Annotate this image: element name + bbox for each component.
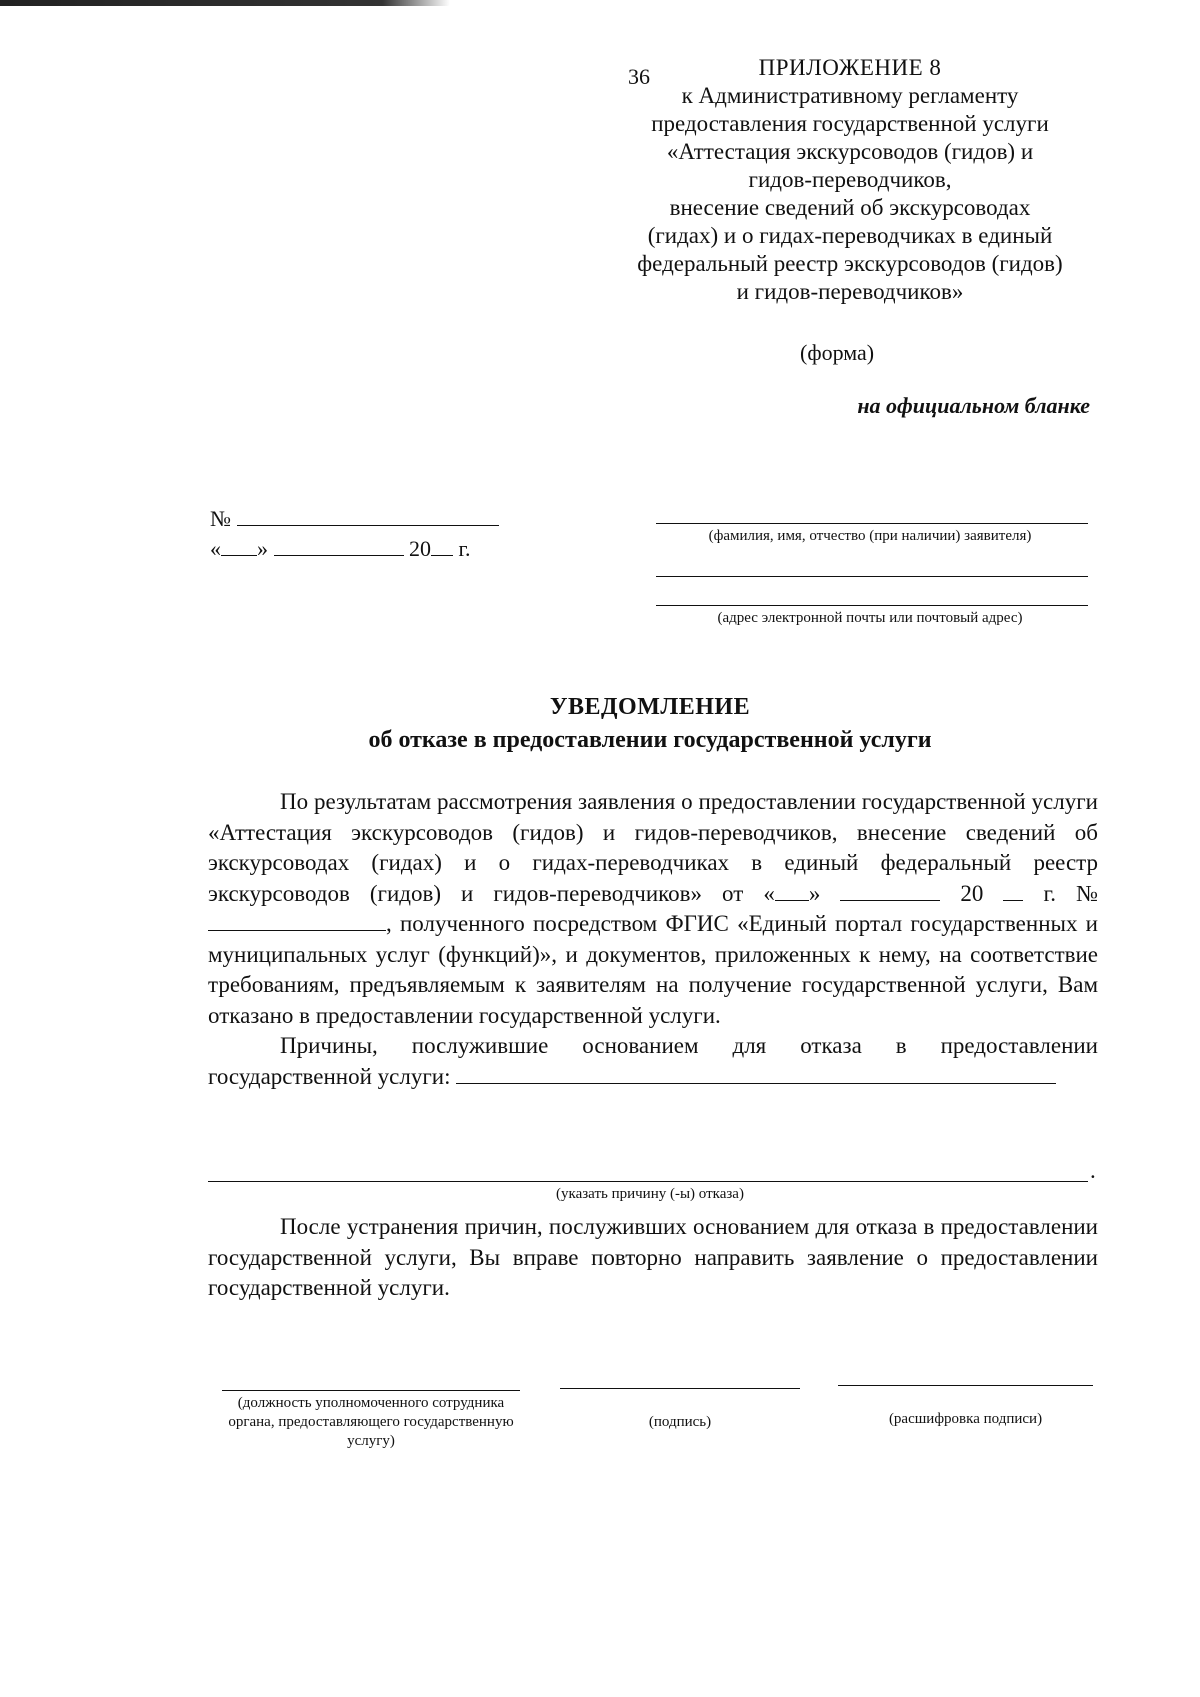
notice-paragraph-3 bbox=[208, 1212, 1098, 1304]
paragraph-text: По результатам рассмотрения заявления о предоставлении государственной услуги «Аттестация экскурсоводов (гидов) и гидов-переводчиков, внесение сведений об экскурсоводах (гидах) и о гидах-переводчиках в единый федеральный реестр экскурсоводов (гидов) и гидов-переводчиков» от « bbox=[208, 789, 1098, 906]
appendix-line: федеральный реестр экскурсоводов (гидов) bbox=[637, 251, 1063, 276]
decoding-caption: (расшифровка подписи) bbox=[888, 1411, 1043, 1427]
number-sign: № bbox=[210, 506, 231, 531]
appendix-title: ПРИЛОЖЕНИЕ 8 bbox=[758, 55, 942, 80]
appendix-line: «Аттестация экскурсоводов (гидов) и bbox=[666, 139, 1034, 164]
month-field[interactable] bbox=[274, 537, 404, 556]
registration-number bbox=[210, 506, 510, 534]
number-label: г. № bbox=[1043, 880, 1099, 906]
applicant-name-line[interactable] bbox=[656, 523, 1088, 524]
appendix-line: предоставления государственной услуги bbox=[651, 111, 1049, 136]
open-quote: « bbox=[210, 536, 221, 561]
letterhead-note: на официальном бланке bbox=[857, 393, 1090, 418]
registration-date bbox=[210, 536, 530, 566]
applicant-address-caption: (адрес электронной почты или почтовый адрес) bbox=[717, 610, 1023, 626]
year-prefix: 20 bbox=[409, 536, 431, 561]
day-field[interactable] bbox=[221, 537, 257, 556]
applicant-extra-line[interactable] bbox=[656, 576, 1088, 577]
appendix-header bbox=[610, 54, 1090, 306]
appendix-line: гидов-переводчиков, bbox=[748, 167, 952, 192]
form-label: (форма) bbox=[800, 340, 875, 365]
notice-title: УВЕДОМЛЕНИЕ bbox=[549, 694, 751, 720]
applicant-address-line[interactable] bbox=[656, 605, 1088, 606]
notice-subtitle: об отказе в предоставлении государственной услуги bbox=[368, 727, 932, 753]
close-quote: » bbox=[257, 536, 268, 561]
appendix-line: и гидов-переводчиков» bbox=[736, 279, 964, 304]
month-field[interactable] bbox=[840, 882, 940, 901]
reason-line[interactable] bbox=[208, 1181, 1088, 1182]
decoding-line[interactable] bbox=[838, 1385, 1093, 1386]
year-field[interactable] bbox=[1003, 882, 1023, 901]
reason-caption: (указать причину (-ы) отказа) bbox=[556, 1186, 744, 1202]
close-quote: » bbox=[808, 880, 821, 906]
page-number: 36 bbox=[628, 64, 650, 89]
year-field[interactable] bbox=[431, 537, 453, 556]
signature-caption: (подпись) bbox=[648, 1414, 712, 1430]
notice-paragraph-1 bbox=[208, 787, 1098, 1031]
paragraph-text: После устранения причин, послуживших основанием для отказа в предоставлении государственной услуги, Вы вправе повторно направить заявление о предоставлении государственной услуги. bbox=[208, 1214, 1098, 1300]
year-suffix: г. bbox=[458, 536, 471, 561]
appendix-line: внесение сведений об экскурсоводах bbox=[669, 195, 1031, 220]
position-line[interactable] bbox=[222, 1390, 520, 1391]
signature-line[interactable] bbox=[560, 1388, 800, 1389]
reason-dot: . bbox=[1090, 1158, 1096, 1183]
notice-body bbox=[208, 787, 1098, 1092]
paragraph-text: , полученного посредством ФГИС «Единый портал государственных и муниципальных услуг (функций)», и документов, приложенных к нему, на соответствие требованиям, предъявляемым к заявителям на получение государственной услуги, Вам отказано в предоставлении государственной услуги. bbox=[208, 911, 1098, 1028]
appendix-line: (гидах) и о гидах-переводчиках в единый bbox=[647, 223, 1053, 248]
paragraph-text: Причины, послужившие основанием для отказа в предоставлении государственной услуги: bbox=[208, 1033, 1098, 1089]
day-field[interactable] bbox=[775, 882, 809, 901]
number-field[interactable] bbox=[237, 507, 499, 526]
appendix-line: к Административному регламенту bbox=[681, 83, 1019, 108]
year-prefix: 20 bbox=[960, 880, 984, 906]
reason-field[interactable] bbox=[456, 1065, 1056, 1084]
applicant-name-caption: (фамилия, имя, отчество (при наличии) заявителя) bbox=[708, 528, 1032, 544]
position-caption: (должность уполномоченного сотрудника органа, предоставляющего государственную услугу) bbox=[228, 1395, 514, 1449]
scan-edge-mark bbox=[0, 0, 450, 6]
application-number-field[interactable] bbox=[208, 912, 386, 931]
notice-paragraph-2 bbox=[208, 1031, 1098, 1092]
